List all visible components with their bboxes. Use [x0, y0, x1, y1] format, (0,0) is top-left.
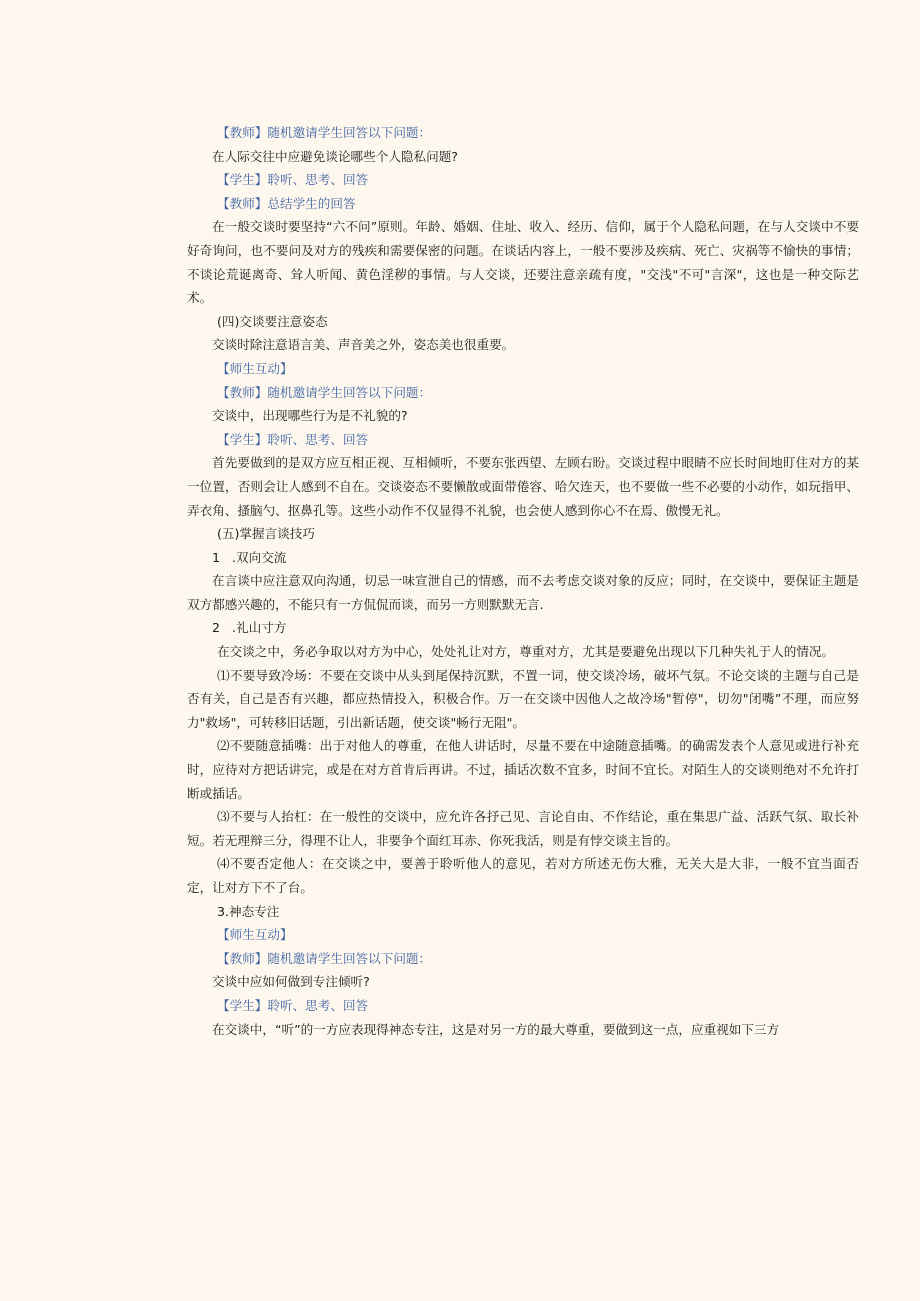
body-paragraph: 首先要做到的是双方应互相正视、互相倾听，不要东张西望、左顾右盼。交谈过程中眼睛不应长时间地盯住对方的某一位置，否则会让人感到不自在。交谈姿态不要懒散或面带倦容、哈欠连天，也不要做一些不必要的小动作，如玩指甲、弄衣角、搔脑勺、抠鼻孔等。这些小动作不仅显得不礼貌，也会使人感到你心不在焉、傲慢无礼。: [187, 455, 859, 518]
body-paragraph: 在一般交谈时要坚持“六不问”原则。年龄、婚姻、住址、收入、经历、信仰，属于个人隐私问题，在与人交谈中不要好奇询问，也不要问及对方的残疾和需要保密的问题。在谈话内容上，一般不要涉及疾病、死亡、灾祸等不愉快的事情；不谈论荒诞离奇、耸人听闻、黄色淫秽的事情。与人交谈，还要注意亲疏有度，"交浅"不可"言深"，这也是一种交际艺术。: [187, 219, 859, 306]
body-paragraph: 在交谈之中，务必争取以对方为中心，处处礼让对方，尊重对方，尤其是要避免出现以下几种失礼于人的情况。: [217, 644, 835, 660]
question-text: 在人际交往中应避免谈论哪些个人隐私问题?: [212, 148, 458, 164]
sub-item-paragraph: ⑵不要随意插嘴：出于对他人的尊重，在他人讲话时，尽量不要在中途随意插嘴。的确需发表个人意见或进行补充时，应待对方把话讲完，或是在对方首肯后再讲。不过，插话次数不宜多，时间不宜长。对陌生人的交谈则绝对不允许打断或插话。: [187, 738, 859, 801]
document-body: [187, 121, 859, 1041]
question-text: 交谈时除注意语言美、声音美之外，姿态美也很重要。: [212, 337, 515, 353]
role-label: 【学生】聆听、思考、回答: [217, 172, 369, 188]
role-label: 【学生】聆听、思考、回答: [217, 997, 369, 1013]
section-heading: (五)掌握言谈技巧: [217, 526, 315, 542]
numbered-heading: [187, 546, 859, 570]
item-number: 1: [212, 549, 221, 565]
body-paragraph: 在言谈中应注意双向沟通，切忌一味宣泄自己的情感，而不去考虑交谈对象的反应；同时，在交谈中，要保证主题是双方都感兴趣的，不能只有一方侃侃而谈，而另一方则默默无言.: [187, 573, 859, 612]
role-label: 【教师】总结学生的回答: [217, 195, 356, 211]
item-number: 2: [212, 620, 221, 636]
item-title: .双向交流: [232, 549, 287, 565]
section-heading: (四)交谈要注意姿态: [217, 313, 328, 329]
sub-item-paragraph: ⑴不要导致冷场：不要在交谈中从头到尾保持沉默，不置一词，使交谈冷场，破坏气氛。不论交谈的主题与自己是否有关，自己是否有兴趣，都应热情投入，积极合作。万一在交谈中因他人之故冷场"暂停"，切勿"闭嘴”不理，而应努力"救场"，可转移旧话题，引出新话题，使交谈"畅行无阻"。: [187, 667, 859, 730]
role-label: 【教师】随机邀请学生回答以下问题：: [217, 125, 432, 140]
role-label: 【教师】随机邀请学生回答以下问题：: [217, 950, 432, 966]
item-title: .礼山寸方: [232, 620, 287, 636]
role-label: 【教师】随机邀请学生回答以下问题：: [217, 384, 432, 400]
numbered-heading: [187, 616, 859, 640]
question-text: 交谈中应如何做到专注倾听?: [212, 974, 370, 990]
section-heading: 3.神态专注: [217, 903, 280, 919]
question-text: 交谈中，出现哪些行为是不礼貌的?: [212, 408, 408, 424]
role-label: 【师生互动】: [217, 360, 293, 376]
role-label: 【学生】聆听、思考、回答: [217, 431, 369, 447]
body-paragraph: 在交谈中，“听”的一方应表现得神态专注，这是对另一方的最大尊重，要做到这一点，应重视如下三方: [212, 1021, 780, 1037]
sub-item-paragraph: ⑷不要否定他人：在交谈之中，要善于聆听他人的意见，若对方所述无伤大雅，无关大是大非，一般不宜当面否定，让对方下不了台。: [187, 856, 859, 895]
role-label: 【师生互动】: [217, 927, 293, 943]
sub-item-paragraph: ⑶不要与人抬杠：在一般性的交谈中，应允许各抒己见、言论自由、不作结论，重在集思广益、活跃气氛、取长补短。若无理辩三分，得理不让人，非要争个面红耳赤、你死我活，则是有悖交谈主旨的。: [187, 809, 859, 848]
